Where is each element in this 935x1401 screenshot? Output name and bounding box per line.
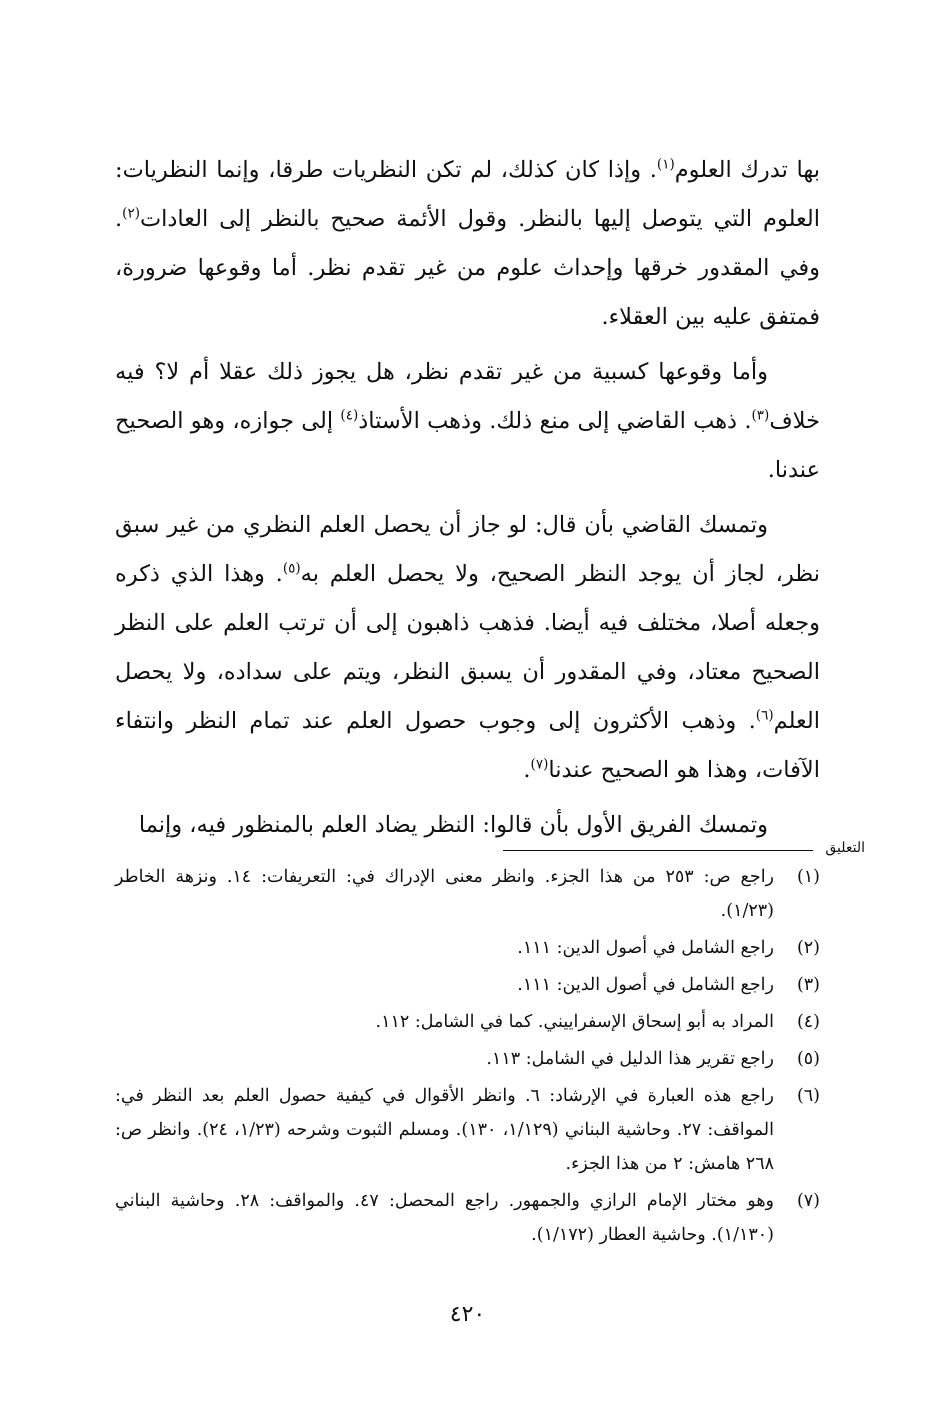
paragraph-1 xyxy=(115,146,820,342)
footnote-text: راجع تقرير هذا الدليل في الشامل: ١١٣. xyxy=(486,1049,774,1069)
footnote-ref[interactable]: (٢) xyxy=(122,205,140,222)
notes-header xyxy=(115,838,865,860)
footnote-text: راجع الشامل في أصول الدين: ١١١. xyxy=(517,938,774,958)
text-run: . ذهب القاضي إلى منع ذلك. وذهب الأستاذ xyxy=(358,408,752,434)
footnote-number: (٢) xyxy=(796,938,820,958)
paragraph-3 xyxy=(115,501,820,795)
text-run: . xyxy=(523,757,531,783)
text-run: . وذهب الأكثرون إلى وجوب حصول العلم عند تمام النظر وانتفاء الآفات، وهذا هو الصحيح عندنا xyxy=(115,708,820,783)
footnote-text: المراد به أبو إسحاق الإسفراييني. كما في الشامل: ١١٢. xyxy=(375,1012,774,1032)
footnote-ref[interactable]: (٣) xyxy=(751,407,770,424)
footnote-item xyxy=(115,1184,820,1252)
footnote-item xyxy=(115,1005,820,1039)
footnote-number: (٤) xyxy=(796,1012,820,1032)
footnote-ref[interactable]: (٦) xyxy=(755,707,774,724)
footnote-number: (١) xyxy=(796,867,820,887)
text-run: وأما وقوعها كسبية من غير تقدم نظر، هل يجوز ذلك عقلا أم لا؟ فيه خلاف xyxy=(115,359,820,434)
footnote-text: وهو مختار الإمام الرازي والجمهور. راجع المحصل: ٤٧. والمواقف: ٢٨. وحاشية البناني (١/١٣٠). وحاشية العطار (١/١٧٢). xyxy=(115,1191,774,1245)
footnote-ref[interactable]: (٤) xyxy=(340,407,359,424)
text-run: بها تدرك العلوم xyxy=(674,157,820,183)
text-run: . وهذا الذي ذكره وجعله أصلا، مختلف فيه أيضا. فذهب ذاهبون إلى أن ترتب العلم على النظر الصحيح معتاد، وفي المقدور أن يسبق النظر، ويتم على سداده، ولا يحصل العلم xyxy=(115,561,820,734)
text-run: وتمسك الفريق الأول بأن قالوا: النظر يضاد العلم بالمنظور فيه، وإنما xyxy=(138,812,768,838)
text-run: وتمسك القاضي بأن قال: لو جاز أن يحصل العلم النظري من غير سبق نظر، لجاز أن يوجد النظر الصحيح، ولا يحصل العلم به xyxy=(115,512,820,587)
footnote-item xyxy=(115,931,820,965)
footnote-text: راجع هذه العبارة في الإرشاد: ٦. وانظر الأقوال في كيفية حصول العلم بعد النظر في: المواقف: ٢٧. وحاشية البناني (١/١٢٩، ١٣٠). ومسلم الثبوت وشرحه (١/٢٣، ٢٤). وانظر ص: ٢٦٨ هامش: ٢ من هذا الجزء. xyxy=(115,1086,775,1174)
footnote-ref[interactable]: (١) xyxy=(656,156,675,173)
main-text xyxy=(115,146,820,856)
text-run: إلى جوازه، وهو الصحيح عندنا. xyxy=(115,408,820,483)
footnote-item xyxy=(115,968,820,1002)
paragraph-2 xyxy=(115,348,820,495)
notes-divider xyxy=(503,850,813,851)
footnote-number: (٦) xyxy=(796,1086,820,1106)
footnote-ref[interactable]: (٧) xyxy=(530,756,549,773)
footnote-number: (٥) xyxy=(796,1049,820,1069)
footnote-text: راجع ص: ٢٥٣ من هذا الجزء. وانظر معنى الإدراك في: التعريفات: ١٤. ونزهة الخاطر (١/٢٣). xyxy=(115,867,775,921)
footnotes-list xyxy=(115,860,820,1255)
footnote-number: (٣) xyxy=(796,975,820,995)
page-number: ٤٢٠ xyxy=(449,1302,486,1327)
footnote-item xyxy=(115,1079,820,1181)
footnote-number: (٧) xyxy=(796,1191,820,1211)
footnote-text: راجع الشامل في أصول الدين: ١١١. xyxy=(517,975,774,995)
footnote-item xyxy=(115,1042,820,1076)
footnote-ref[interactable]: (٥) xyxy=(282,560,301,577)
notes-label: التعليق xyxy=(825,840,865,856)
footnote-item xyxy=(115,860,820,928)
text-run: . وإذا كان كذلك، لم تكن النظريات طرقا، وإنما النظريات: العلوم التي يتوصل إليها بالنظر. وقول الأئمة صحيح بالنظر إلى العادات xyxy=(115,157,820,232)
text-run: . وفي المقدور خرقها وإحداث علوم من غير تقدم نظر. أما وقوعها ضرورة، فمتفق عليه بين العقلاء. xyxy=(115,206,820,330)
